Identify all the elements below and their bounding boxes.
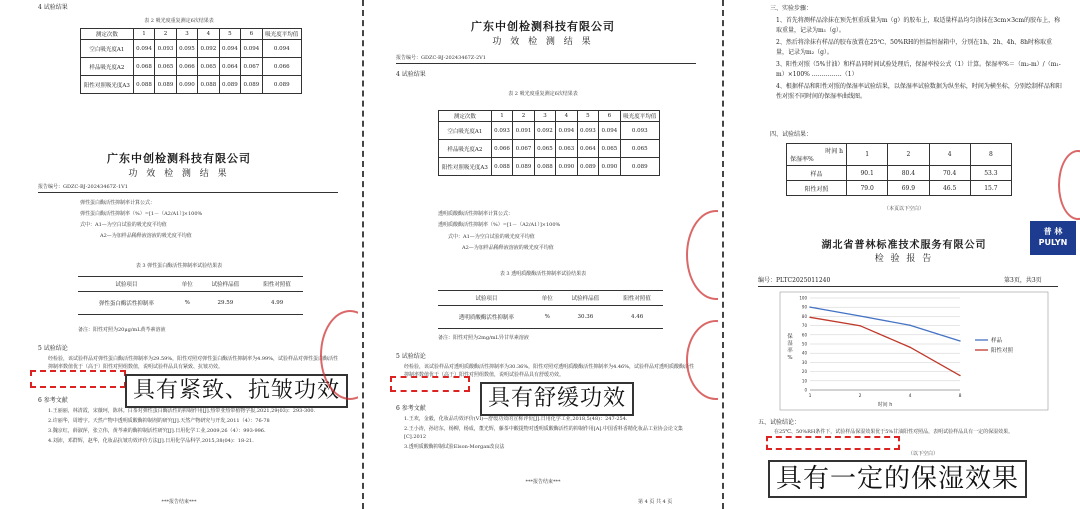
column-header: 吸光度平均值 xyxy=(262,29,301,40)
column-header: 测定次数 xyxy=(81,29,134,40)
corner-cell: 时间 h 保湿率% xyxy=(787,144,847,166)
column-header: 单位 xyxy=(535,291,560,306)
claim-label-soothing: 具有舒缓功效 xyxy=(480,382,634,416)
reference-item: 2.许丽华，周增宇。天然产物中透明质酸酶抑制剂的研究[J].天然产物研究与开发,2011（4）：76-78 xyxy=(48,418,270,424)
table-cell: 0.089 xyxy=(513,158,534,176)
column-header: 1 xyxy=(491,111,512,122)
series-line xyxy=(810,317,960,375)
table-cell: 0.065 xyxy=(620,140,659,158)
formula-intro: 透明质酸酶活性抑制率计算公式： xyxy=(438,211,514,217)
table-cell: 90.1 xyxy=(847,166,888,181)
table-cell: 0.094 xyxy=(599,122,620,140)
reference-item: 1.王欢，金毅，化妆品功效评价(VI)—舒缓功效的宣称评价[J].日用化学工业,2018,5(48)：247-254. xyxy=(404,416,628,422)
column-header: 4 xyxy=(929,144,970,166)
step-item: 1、首先将测样品涂抹在预先恒重质量为m（g）的胶布上，取适量样品均匀涂抹在3cm×3cm的胶布上，称取重量，记录为m₁（g）。 xyxy=(776,17,1061,34)
table-cell: 0.092 xyxy=(198,40,219,58)
column-header: 8 xyxy=(970,144,1011,166)
red-seal xyxy=(686,210,718,300)
data-point xyxy=(909,347,910,348)
divider xyxy=(722,0,724,509)
table-cell: 0.095 xyxy=(176,40,197,58)
table-cell: 0.089 xyxy=(262,76,301,94)
absorbance-table xyxy=(438,110,660,176)
column-header: 单位 xyxy=(175,277,200,292)
section-results: 4 试验结果 xyxy=(38,4,68,11)
column-header: 1 xyxy=(847,144,888,166)
y-tick-label: 60 xyxy=(801,332,807,338)
table-cell: 0.063 xyxy=(556,140,577,158)
table-cell: 0.093 xyxy=(155,40,176,58)
y-tick-label: 90 xyxy=(801,304,807,310)
table-cell: 0.094 xyxy=(556,122,577,140)
column-header: 试验项目 xyxy=(78,277,175,292)
inhibition-table xyxy=(78,276,303,315)
table-cell: 53.3 xyxy=(970,166,1011,181)
table-cell: 0.088 xyxy=(534,158,555,176)
formula: 弹性蛋白酶活性抑制率（%）=[1－（A2/A1）]×100% xyxy=(80,211,203,217)
report-subtitle: 功 效 检 测 结 果 xyxy=(128,169,230,179)
report-end: ***报告结束*** xyxy=(525,479,561,485)
highlight-box xyxy=(30,370,126,388)
x-tick-label: 2 xyxy=(858,394,862,399)
table-note: 备注：阳性对照为20μg/mL黄芩素溶液 xyxy=(78,327,166,333)
table-cell: 0.066 xyxy=(176,58,197,76)
table-row xyxy=(439,122,660,140)
references-title: 6 参考文献 xyxy=(38,397,68,404)
column-header: 4 xyxy=(198,29,219,40)
table2-title: 表 2 吸光度重复测定6次结果表 xyxy=(144,18,214,24)
data-point xyxy=(809,306,810,307)
table-cell: 0.092 xyxy=(534,122,555,140)
column-header: 阳性对照值 xyxy=(611,291,663,306)
references-list xyxy=(48,407,340,447)
y-tick-label: 50 xyxy=(801,341,807,347)
table-cell: 0.093 xyxy=(577,122,598,140)
table-row xyxy=(81,76,302,94)
x-tick-label: 1 xyxy=(808,394,812,399)
highlight-box xyxy=(766,436,900,450)
column-header: 2 xyxy=(888,144,929,166)
table-cell: 0.089 xyxy=(219,76,240,94)
table-cell: 0.065 xyxy=(155,58,176,76)
table-cell: 0.088 xyxy=(491,158,512,176)
steps-list xyxy=(776,16,1062,104)
table-row xyxy=(439,140,660,158)
table3-title: 表 3 透明质酸酶活性抑制率试验结果表 xyxy=(499,271,587,277)
column-header: 阳性对照值 xyxy=(251,277,303,292)
y-tick-label: 0 xyxy=(804,387,807,393)
reference-item: 4.刘沛，邓群辉，赵华，化妆品抗皱功效评价方法[J].日用化学品科学,2015,38(04)：18-21. xyxy=(48,438,254,444)
highlight-box xyxy=(390,376,470,392)
table-cell: 0.093 xyxy=(491,122,512,140)
row-label: 阳性对照吸光度A3 xyxy=(81,76,134,94)
x-axis-label: 时间 h xyxy=(877,402,893,408)
column-header: 5 xyxy=(219,29,240,40)
step-item: 3、阳性对照（5%甘油）和样品同时间试验处理后，保湿率按公式（1）计算。保湿率%＝（m₂-m）/（m₁-m）×100% ……………（1） xyxy=(776,61,1061,78)
data-point xyxy=(809,317,810,318)
y-tick-label: 100 xyxy=(799,295,807,301)
table-cell: 46.5 xyxy=(929,181,970,196)
references-list xyxy=(404,415,696,453)
table-row xyxy=(787,166,1012,181)
column-header: 1 xyxy=(133,29,154,40)
formula-a2: A2—为加样品稀释液溶液的吸光度平均值 xyxy=(100,233,192,239)
table-cell: 69.9 xyxy=(888,181,929,196)
column-header: 6 xyxy=(241,29,262,40)
table-row xyxy=(439,158,660,176)
moisture-chart xyxy=(760,290,1050,412)
results-title: 四、试验结果： xyxy=(770,131,813,138)
blank-note: （本页以下空白） xyxy=(883,206,924,212)
table-cell: 0.065 xyxy=(198,58,219,76)
report-subtitle: 功 效 检 测 结 果 xyxy=(492,37,594,47)
reference-item: 3.透明质酸酶抑制试验Elson-Morgan改良法 xyxy=(404,444,505,450)
column-header: 试验项目 xyxy=(438,291,535,306)
pulyn-logo: 普 林 PULYN xyxy=(1030,221,1076,255)
blank-note: （以下空白） xyxy=(908,451,939,457)
inhibition-table xyxy=(438,290,663,329)
steps-title: 三、实验步骤： xyxy=(770,5,813,12)
table-cell: 0.090 xyxy=(556,158,577,176)
row-label: 样品吸光度A2 xyxy=(81,58,134,76)
y-tick-label: 30 xyxy=(801,359,807,365)
y-tick-label: 10 xyxy=(801,378,807,384)
step-item: 4、根据样品和阳性对照的保湿率试验结果，以保湿率试验数据为纵坐标，时间为横坐标，分别绘制样品和阳性对照不同时间的保湿率曲线图。 xyxy=(776,83,1062,100)
table-cell: 80.4 xyxy=(888,166,929,181)
column-header: 试验样品值 xyxy=(200,277,252,292)
data-point xyxy=(959,340,960,341)
table-cell: 15.7 xyxy=(970,181,1011,196)
column-header: 3 xyxy=(534,111,555,122)
y-tick-label: 70 xyxy=(801,323,807,329)
table-cell: 0.094 xyxy=(262,40,301,58)
column-header: 吸光度平均值 xyxy=(620,111,659,122)
table-cell: 0.088 xyxy=(133,76,154,94)
row-label: 样品吸光度A2 xyxy=(439,140,492,158)
header-rule xyxy=(38,192,338,193)
table-cell: 4.46 xyxy=(611,306,663,329)
legend-label: 阳性对照 xyxy=(991,348,1014,354)
table-row xyxy=(81,40,302,58)
table-cell: 0.093 xyxy=(620,122,659,140)
table-cell: 70.4 xyxy=(929,166,970,181)
references-title: 6 参考文献 xyxy=(396,405,426,412)
reference-item: 3.魏京红，薛淑萍，张立伟，黄芩素的酶抑制活性研究[J].日用化学工业,2009,26（4）：993-996. xyxy=(48,428,266,434)
company-name: 湖北省普林标准技术服务有限公司 xyxy=(821,240,987,251)
table-cell: % xyxy=(175,292,200,315)
page-number: 第 4 页 共 4 页 xyxy=(638,499,673,505)
conclusion-text: 经检验，该试验样品对弹性蛋白酶活性抑制率为29.59%，阳性对照对弹性蛋白酶活性抑制率为4.99%，试验样品对弹性蛋白酶活性抑制率数值优于（高于）阳性对照组数值，说明试验样品具有紧致、抗皱功效。 xyxy=(48,356,338,370)
report-number: 报告编号：GDZC-BJ-20243467Z-1V1 xyxy=(38,184,128,190)
table-cell: 0.064 xyxy=(219,58,240,76)
table-cell: 29.59 xyxy=(200,292,252,315)
row-label: 空白吸光度A1 xyxy=(439,122,492,140)
column-header: 3 xyxy=(176,29,197,40)
y-tick-label: 20 xyxy=(801,369,807,375)
column-header: 5 xyxy=(577,111,598,122)
formula-a1: 式中：A1—为空白试验的吸光度平均值 xyxy=(80,222,167,228)
table-cell: 0.094 xyxy=(219,40,240,58)
table-cell: 透明质酸酶活性抑制率 xyxy=(438,306,535,329)
conclusion-text: 经检验，该试验样品对透明质酸酶活性抑制率为30.36%，阳性对照对透明质酸酶活性抑制率为4.46%，试验样品对透明质酸酶活性抑制率数值优于（高于）阳性对照组数值，说明试验样品具有舒缓功效。 xyxy=(404,364,694,378)
formula-a2: A2—为加样品稀释液溶液的吸光度平均值 xyxy=(462,245,554,251)
moisture-table xyxy=(786,143,1012,196)
conclusion-title: 五、试验结论： xyxy=(758,419,801,426)
red-seal-2 xyxy=(686,320,718,400)
table-cell: 0.067 xyxy=(513,140,534,158)
y-tick-label: 80 xyxy=(801,313,807,319)
table-cell: % xyxy=(535,306,560,329)
legend-label: 样品 xyxy=(991,338,1003,344)
table-cell: 0.089 xyxy=(241,76,262,94)
y-axis-label: 保湿率% xyxy=(787,334,793,361)
table3-title: 表 3 弹性蛋白酶活性抑制率试验结果表 xyxy=(135,263,223,269)
table-cell: 0.065 xyxy=(599,140,620,158)
column-header: 6 xyxy=(599,111,620,122)
row-label: 阳性对照 xyxy=(787,181,847,196)
page-number: 第3页，共3页 xyxy=(1004,277,1042,284)
report-subtitle: 检 验 报 告 xyxy=(874,254,934,264)
column-header: 2 xyxy=(513,111,534,122)
formula: 透明质酸酶活性抑制率（%）=[1－（A2/A1）]×100% xyxy=(438,222,561,228)
data-point xyxy=(859,315,860,316)
formula-a1: 式中：A1—为空白试验的吸光度平均值 xyxy=(448,234,535,240)
divider xyxy=(362,0,364,509)
report-end: ***报告结束*** xyxy=(161,499,197,505)
report-page-soothing xyxy=(368,0,718,509)
data-point xyxy=(909,325,910,326)
conclusion-title: 5 试验结论 xyxy=(396,353,426,360)
table-cell: 0.090 xyxy=(599,158,620,176)
x-tick-label: 8 xyxy=(958,394,962,399)
table-row xyxy=(81,58,302,76)
table-cell: 0.089 xyxy=(620,158,659,176)
company-name: 广东中创检测科技有限公司 xyxy=(471,20,615,33)
row-label: 样品 xyxy=(787,166,847,181)
column-header: 2 xyxy=(155,29,176,40)
header-rule xyxy=(758,286,1058,287)
y-tick-label: 40 xyxy=(801,350,807,356)
section-results: 4 试验结果 xyxy=(396,71,426,78)
table2-title: 表 2 吸光度重复测定6次结果表 xyxy=(508,91,578,97)
x-tick-label: 4 xyxy=(908,394,912,399)
column-header: 试验样品值 xyxy=(560,291,612,306)
table-cell: 0.091 xyxy=(513,122,534,140)
report-number: 报告编号：GDZC-BJ-20243467Z-2V1 xyxy=(396,55,486,61)
table-cell: 0.090 xyxy=(176,76,197,94)
absorbance-table xyxy=(80,28,302,94)
claim-label-firming: 具有紧致、抗皱功效 xyxy=(125,374,348,408)
table-cell: 0.066 xyxy=(491,140,512,158)
row-label: 空白吸光度A1 xyxy=(81,40,134,58)
company-name: 广东中创检测科技有限公司 xyxy=(107,152,251,165)
conclusion-text: 在25℃、50%RH条件下，试验样品保湿效果优于5%甘油阳性对照品，表明试验样品具有一定的保湿效果。 xyxy=(774,429,1014,435)
table-cell: 4.99 xyxy=(251,292,303,315)
table-cell: 0.064 xyxy=(577,140,598,158)
reference-item: 1.王丽丽，林清霞，宋薇珂，陈林。白茶对弹性蛋白酶活性的抑制作用[J].热带亚热带植物学报,2021,29(03)：293-300. xyxy=(48,408,316,414)
data-point xyxy=(959,375,960,376)
table-cell: 0.088 xyxy=(198,76,219,94)
table-cell: 0.089 xyxy=(155,76,176,94)
table-row xyxy=(787,181,1012,196)
table-cell: 0.094 xyxy=(133,40,154,58)
report-page-moisturizing xyxy=(728,0,1080,509)
table-cell: 0.094 xyxy=(241,40,262,58)
table-cell: 0.067 xyxy=(241,58,262,76)
column-header: 测定次数 xyxy=(439,111,492,122)
step-item: 2、然后将涂抹有样品的胶布放置在25℃、50%RH的恒温恒湿箱中，分别在1h、2h、4h、8h时称取重量，记录为m₂（g）。 xyxy=(776,39,1052,56)
table-cell: 79.0 xyxy=(847,181,888,196)
table-cell: 0.089 xyxy=(577,158,598,176)
table-cell: 0.068 xyxy=(133,58,154,76)
report-page-firming xyxy=(0,0,358,509)
table-cell: 0.066 xyxy=(262,58,301,76)
formula-intro: 弹性蛋白酶活性抑制率计算公式： xyxy=(80,200,156,206)
conclusion-title: 5 试验结论 xyxy=(38,345,68,352)
table-note: 备注：阳性对照为2mg/mL异甘草素溶液 xyxy=(438,335,529,341)
table-cell: 30.36 xyxy=(560,306,612,329)
row-label: 阳性对照吸光度A3 xyxy=(439,158,492,176)
column-header: 4 xyxy=(556,111,577,122)
report-number: 编号：PLTC2025011240 xyxy=(758,277,831,284)
header-rule xyxy=(396,63,696,64)
table-cell: 0.065 xyxy=(534,140,555,158)
data-point xyxy=(859,325,860,326)
table-cell: 弹性蛋白酶活性抑制率 xyxy=(78,292,175,315)
reference-item: 2.王小涛，孙培东，杨柳，杨成，董光辉，藤茶中酸提物对透明质酸酶活性的抑制作用[A].中国香料香精化妆品工业协会论文集[C].2012 xyxy=(404,426,683,440)
claim-label-moisturizing: 具有一定的保湿效果 xyxy=(768,460,1027,498)
